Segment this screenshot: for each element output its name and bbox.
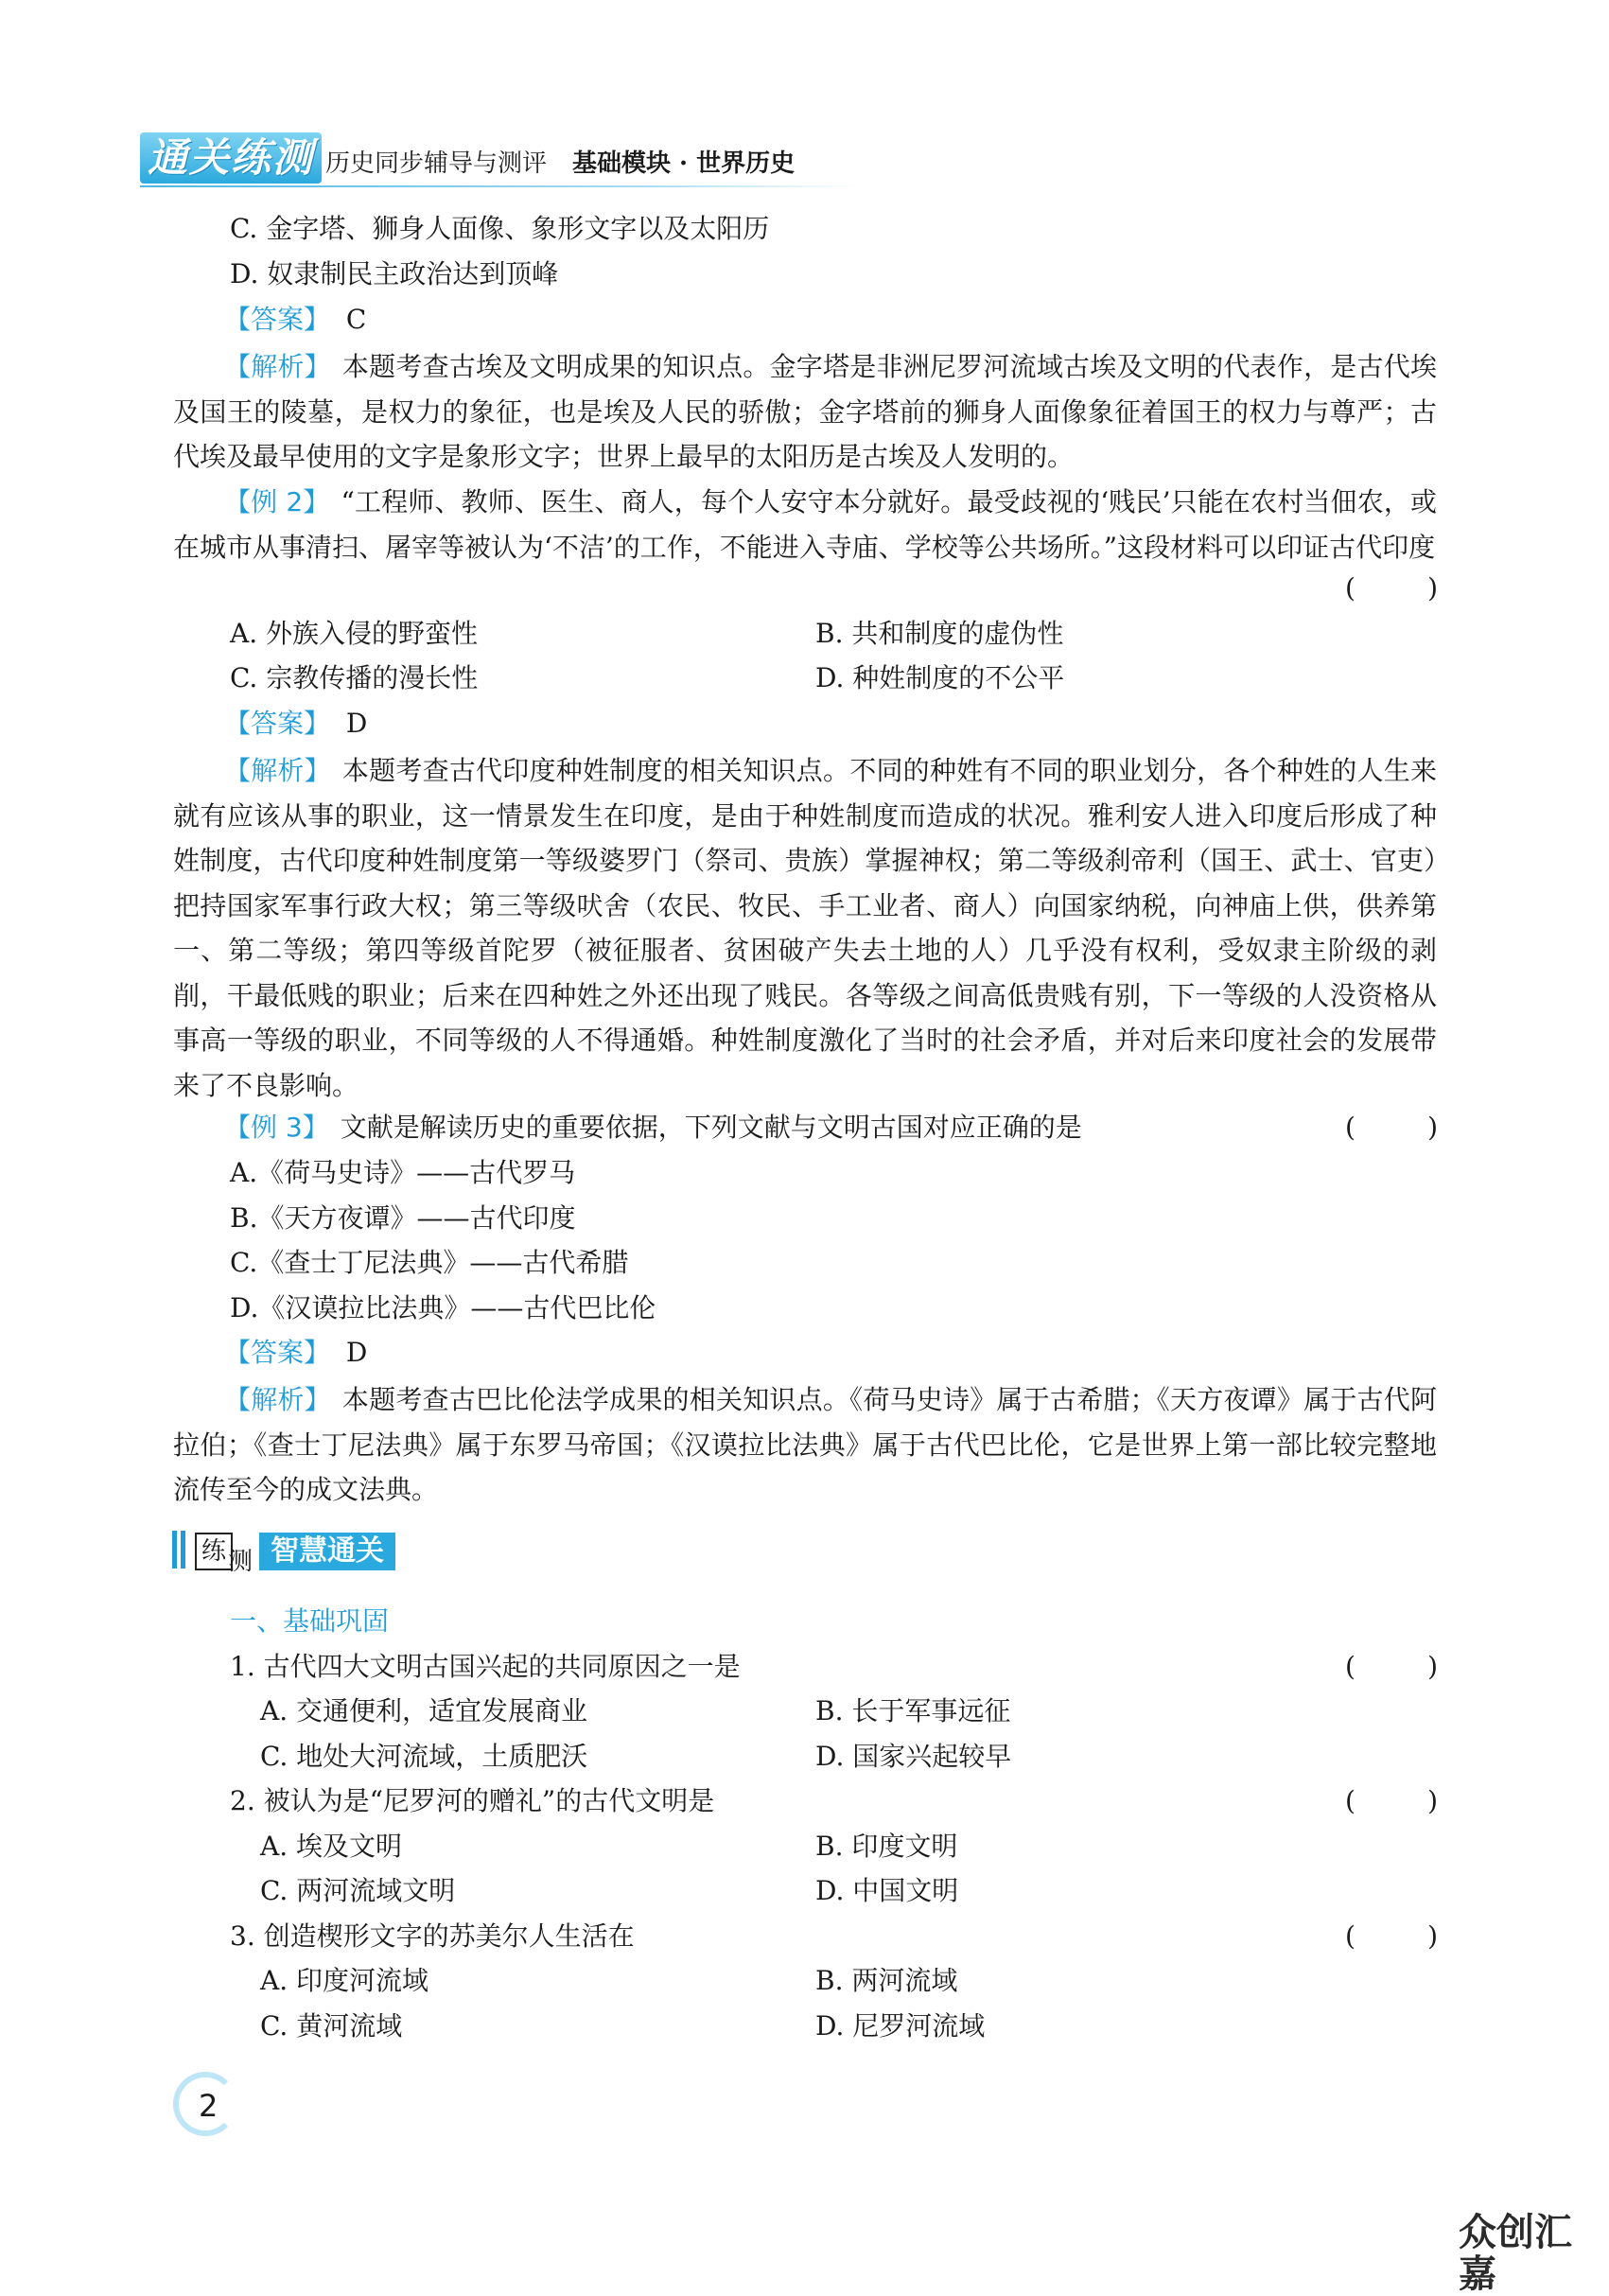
analysis-text: 本题考查古代印度种姓制度的相关知识点。不同的种姓有不同的职业划分，各个种姓的人生来就有应该从事的职业，这一情景发生在印度，是由于种姓制度而造成的状况。雅利安人进入印度后形成了种姓制度，古代印度种姓制度第一等级婆罗门（祭司、贵族）掌握神权；第二等级刹帝利（国王、武士、官吏）把持国家军事行政大权；第三等级吠舍（农民、牧民、手工业者、商人）向国家纳税，向神庙上供，供养第一、第二等级；第四等级首陀罗（被征服者、贫困破产失去土地的人）几乎没有权利，受奴隶主阶级的剥削，干最低贱的职业；后来在四种姓之外还出现了贱民。各等级之间高低贵贱有别，下一等级的人没资格从事高一等级的职业，不同等级的人不得通婚。种姓制度激化了当时的社会矛盾，并对后来印度社会的发展带来了不良影响。 bbox=[173, 755, 1437, 1101]
question-1-option-c: C. 地处大河流域，土质肥沃 bbox=[260, 1741, 588, 1772]
page-number: 2 bbox=[199, 2088, 219, 2124]
question-3-stem: 3. 创造楔形文字的苏美尔人生活在 bbox=[230, 1920, 635, 1952]
ex2-answer bbox=[224, 705, 367, 743]
ex3-answer bbox=[224, 1334, 367, 1372]
ex3-stem-text: 文献是解读历史的重要依据，下列文献与文明古国对应正确的是 bbox=[340, 1112, 1082, 1143]
bracket-open: ( bbox=[1345, 1785, 1355, 1816]
brand-logo: 通关练测 bbox=[140, 132, 322, 184]
question-3-option-c: C. 黄河流域 bbox=[260, 2010, 403, 2042]
ex2-answer-bracket bbox=[1345, 570, 1438, 607]
question-3-option-a: A. 印度河流域 bbox=[260, 1965, 429, 1996]
ex2-stem bbox=[173, 480, 1437, 570]
question-3-option-b: B. 两河流域 bbox=[815, 1965, 958, 1996]
question-1-option-b: B. 长于军事远征 bbox=[815, 1695, 1011, 1726]
question-2-option-c: C. 两河流域文明 bbox=[260, 1875, 456, 1906]
bracket-open: ( bbox=[1345, 1651, 1355, 1682]
bracket-open: ( bbox=[1345, 572, 1355, 604]
ex3-option-b: B.《天方夜谭》——古代印度 bbox=[230, 1202, 576, 1234]
question-3-bracket bbox=[1345, 1918, 1438, 1955]
question-2-option-a: A. 埃及文明 bbox=[260, 1831, 403, 1862]
example-tag: 【例 3】 bbox=[224, 1112, 329, 1143]
ex1-analysis bbox=[173, 344, 1437, 480]
answer-tag: 【答案】 bbox=[224, 304, 331, 335]
ex3-answer-bracket bbox=[1345, 1109, 1438, 1147]
analysis-tag: 【解析】 bbox=[224, 755, 331, 786]
ex3-analysis bbox=[173, 1377, 1437, 1513]
section-box-char: 练 bbox=[195, 1533, 233, 1570]
answer-value: C bbox=[345, 304, 367, 335]
question-2-bracket bbox=[1345, 1782, 1438, 1820]
answer-tag: 【答案】 bbox=[224, 1337, 331, 1368]
analysis-tag: 【解析】 bbox=[224, 351, 331, 382]
ex3-option-d: D.《汉谟拉比法典》——古代巴比伦 bbox=[230, 1292, 656, 1323]
bracket-close: ) bbox=[1427, 1920, 1438, 1952]
ex1-option-c: C. 金字塔、狮身人面像、象形文字以及太阳历 bbox=[230, 213, 770, 244]
ex1-answer bbox=[224, 301, 366, 339]
question-1-option-d: D. 国家兴起较早 bbox=[815, 1741, 1012, 1772]
analysis-text: 本题考查古巴比伦法学成果的相关知识点。《荷马史诗》属于古希腊；《天方夜谭》属于古代阿拉伯；《查士丁尼法典》属于东罗马帝国；《汉谟拉比法典》属于古代巴比伦，它是世界上第一部比较完整地流传至今的成文法典。 bbox=[173, 1384, 1437, 1505]
ex2-option-c: C. 宗教传播的漫长性 bbox=[230, 662, 479, 693]
bracket-close: ) bbox=[1427, 1651, 1438, 1682]
bracket-open: ( bbox=[1345, 1920, 1355, 1952]
bracket-close: ) bbox=[1427, 1112, 1438, 1143]
ex2-option-b: B. 共和制度的虚伪性 bbox=[815, 618, 1064, 649]
section-subhead: 一、基础巩固 bbox=[230, 1605, 390, 1637]
ex2-stem-text: “工程师、教师、医生、商人，每个人安守本分就好。最受歧视的‘贱民’只能在农村当佃农，或在城市从事清扫、屠宰等被认为‘不洁’的工作，不能进入寺庙、学校等公共场所。”这段材料可以印证古代印度 bbox=[173, 486, 1437, 563]
question-2-option-d: D. 中国文明 bbox=[815, 1875, 959, 1906]
example-tag: 【例 2】 bbox=[224, 486, 330, 517]
question-2-stem: 2. 被认为是“尼罗河的赠礼”的古代文明是 bbox=[230, 1785, 715, 1816]
bracket-open: ( bbox=[1345, 1112, 1355, 1143]
question-1-stem: 1. 古代四大文明古国兴起的共同原因之一是 bbox=[230, 1651, 741, 1682]
book-subtitle: 历史同步辅导与测评 bbox=[325, 149, 548, 178]
ex2-option-d: D. 种姓制度的不公平 bbox=[815, 662, 1065, 693]
question-1-bracket bbox=[1345, 1648, 1438, 1686]
ex1-option-d: D. 奴隶制民主政治达到顶峰 bbox=[230, 258, 559, 289]
answer-tag: 【答案】 bbox=[224, 708, 331, 739]
ex3-option-a: A.《荷马史诗》——古代罗马 bbox=[230, 1157, 576, 1188]
ex3-option-c: C.《查士丁尼法典》——古代希腊 bbox=[230, 1247, 629, 1278]
section-sub-char: 测 bbox=[228, 1548, 254, 1576]
ex2-option-a: A. 外族入侵的野蛮性 bbox=[230, 618, 479, 649]
bracket-close: ) bbox=[1427, 1785, 1438, 1816]
analysis-tag: 【解析】 bbox=[224, 1384, 331, 1415]
bracket-close: ) bbox=[1427, 572, 1438, 604]
answer-value: D bbox=[345, 1337, 368, 1368]
question-3-option-d: D. 尼罗河流域 bbox=[815, 2010, 986, 2042]
analysis-text: 本题考查古埃及文明成果的知识点。金字塔是非洲尼罗河流域古埃及文明的代表作，是古代埃及国王的陵墓，是权力的象征，也是埃及人民的骄傲；金字塔前的狮身人面像象征着国王的权力与尊严；古代埃及最早使用的文字是象形文字；世界上最早的太阳历是古埃及人发明的。 bbox=[173, 351, 1437, 472]
ex2-analysis bbox=[173, 748, 1437, 1108]
header-rule bbox=[140, 185, 859, 187]
ex3-stem bbox=[224, 1109, 1082, 1147]
watermark: 众创汇嘉 bbox=[1459, 2211, 1572, 2296]
module-title: 基础模块 · 世界历史 bbox=[572, 149, 796, 178]
answer-value: D bbox=[345, 708, 368, 739]
question-1-option-a: A. 交通便利，适宜发展商业 bbox=[260, 1695, 588, 1726]
section-bars-icon bbox=[172, 1531, 191, 1569]
section-title: 智慧通关 bbox=[259, 1533, 395, 1570]
question-2-option-b: B. 印度文明 bbox=[815, 1831, 958, 1862]
